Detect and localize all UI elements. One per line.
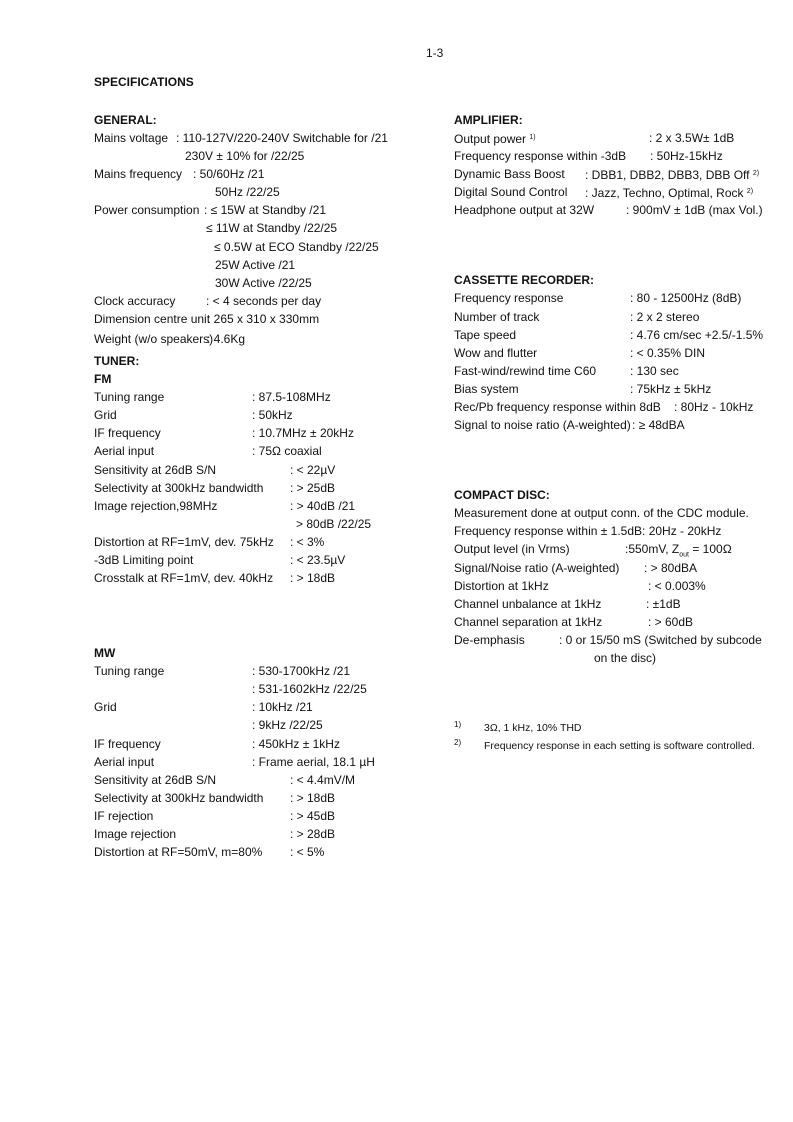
spec-label: Bias system <box>454 381 519 396</box>
spec-row <box>94 716 444 734</box>
footnote-mark: 2) <box>454 738 462 747</box>
spec-row <box>94 201 444 219</box>
spec-label: Grid <box>94 700 117 715</box>
spec-value: : 20Hz - 20kHz <box>642 524 722 539</box>
spec-label: -3dB Limiting point <box>94 552 194 567</box>
spec-label: Dimension centre unit <box>94 311 211 326</box>
spec-row <box>94 147 444 165</box>
spec-label: Grid <box>94 408 117 423</box>
spec-value: : < 0.35% DIN <box>630 345 706 360</box>
spec-value: : 10.7MHz ± 20kHz <box>252 426 354 441</box>
footnote-mark: 1) <box>454 720 462 729</box>
spec-row <box>94 551 444 569</box>
spec-value: ≤ 11W at Standby /22/25 <box>206 221 338 236</box>
amplifier-heading: AMPLIFIER: <box>454 113 523 127</box>
mw-heading: MW <box>94 646 116 661</box>
spec-row <box>94 771 444 789</box>
spec-value: : < 5% <box>290 845 325 860</box>
spec-value: : 130 sec <box>630 363 679 378</box>
spec-value: : < 4 seconds per day <box>206 293 322 308</box>
spec-value: 230V ± 10% for /22/25 <box>185 149 305 164</box>
compact-disc-spec-list <box>454 504 784 667</box>
spec-value: : 531-1602kHz /22/25 <box>252 682 367 697</box>
spec-value: : 265 x 310 x 330mm <box>207 311 320 326</box>
spec-label: Frequency response within -3dB <box>454 149 627 164</box>
spec-row <box>454 326 784 344</box>
fm-spec-list <box>94 388 444 587</box>
spec-label: Frequency response <box>454 291 564 306</box>
spec-row <box>454 595 784 613</box>
spec-value: : 530-1700kHz /21 <box>252 664 351 679</box>
spec-row <box>94 406 444 424</box>
spec-row <box>94 461 444 479</box>
spec-label: Distortion at 1kHz <box>454 578 549 593</box>
spec-row <box>454 577 784 595</box>
spec-row <box>94 238 444 256</box>
spec-label: Image rejection,98MHz <box>94 498 218 513</box>
spec-value: : > 28dB <box>290 827 336 841</box>
spec-row <box>454 147 784 165</box>
spec-row <box>94 274 444 292</box>
spec-row <box>94 515 444 533</box>
spec-value: : 50Hz-15kHz <box>650 149 723 164</box>
spec-row <box>94 424 444 442</box>
spec-value: : Frame aerial, 18.1 µH <box>252 754 375 769</box>
spec-label: Signal/Noise ratio (A-weighted) <box>454 560 620 575</box>
general-heading: GENERAL: <box>94 113 157 127</box>
footnote-ref: 1) <box>529 134 536 141</box>
fm-heading: FM <box>94 372 112 387</box>
spec-label: Channel unbalance at 1kHz <box>454 596 602 611</box>
spec-value: : 50/60Hz /21 <box>193 167 265 182</box>
spec-value: : 9kHz /22/25 <box>252 718 323 733</box>
spec-label: Number of track <box>454 309 540 324</box>
spec-label: Output power <box>454 132 527 146</box>
spec-value: ≤ 0.5W at ECO Standby /22/25 <box>214 239 379 254</box>
spec-value: : DBB1, DBB2, DBB3, DBB Off <box>585 168 750 183</box>
spec-row <box>94 569 444 587</box>
spec-value: : ≥ 48dBA <box>632 418 685 433</box>
spec-row <box>94 843 444 861</box>
spec-value: on the disc) <box>594 650 657 665</box>
spec-value: : 4.76 cm/sec +2.5/-1.5% <box>630 327 764 342</box>
spec-label: Tuning range <box>94 390 165 405</box>
spec-label: IF frequency <box>94 736 161 751</box>
spec-value: 30W Active /22/25 <box>215 275 312 290</box>
spec-row <box>454 289 784 307</box>
subscript: out <box>679 551 689 559</box>
spec-label: Aerial input <box>94 444 155 459</box>
spec-value: : 0 or 15/50 mS (Switched by subcode <box>559 632 762 647</box>
spec-row <box>94 388 444 406</box>
spec-row <box>94 533 444 551</box>
spec-label: Tuning range <box>94 664 165 679</box>
spec-value: : 50kHz <box>252 408 293 423</box>
spec-row <box>94 680 444 698</box>
spec-value: : 75kHz ± 5kHz <box>630 381 712 396</box>
spec-value: : 2 x 2 stereo <box>630 309 700 324</box>
spec-row <box>454 522 784 540</box>
spec-label: Clock accuracy <box>94 293 176 308</box>
spec-label: Mains voltage <box>94 131 169 145</box>
spec-value: 25W Active /21 <box>215 257 296 272</box>
spec-row <box>454 649 784 667</box>
spec-row <box>94 698 444 716</box>
spec-label: Aerial input <box>94 754 155 769</box>
spec-row <box>454 344 784 362</box>
spec-value: 50Hz /22/25 <box>215 185 280 200</box>
spec-label: Channel separation at 1kHz <box>454 614 603 629</box>
spec-row <box>454 416 784 434</box>
spec-label: De-emphasis <box>454 632 525 647</box>
cassette-spec-list <box>454 289 784 434</box>
spec-label: Rec/Pb frequency response within 8dB <box>454 400 661 415</box>
spec-label: Fast-wind/rewind time C60 <box>454 363 597 378</box>
spec-label: Signal to noise ratio (A-weighted) <box>454 418 631 433</box>
spec-row <box>94 442 444 460</box>
spec-value-tail: = 100Ω <box>689 542 732 557</box>
spec-row <box>94 825 444 843</box>
spec-row <box>94 662 444 680</box>
cassette-heading: CASSETTE RECORDER: <box>454 273 595 288</box>
spec-value: : < 4.4mV/M <box>290 772 356 787</box>
spec-label: Mains frequency <box>94 167 183 182</box>
footnote-ref: 2) <box>752 170 760 178</box>
mw-spec-list <box>94 662 444 861</box>
spec-value: : Jazz, Techno, Optimal, Rock <box>585 186 744 201</box>
spec-row <box>94 807 444 825</box>
spec-label: Image rejection <box>94 827 177 841</box>
spec-value: : 450kHz ± 1kHz <box>252 736 340 751</box>
spec-label: Power consumption <box>94 203 200 218</box>
spec-value: : > 60dB <box>648 614 694 629</box>
spec-value: : ≤ 15W at Standby /21 <box>204 203 326 218</box>
spec-row <box>94 310 444 328</box>
spec-row <box>454 308 784 326</box>
spec-label: Headphone output at 32W <box>454 203 595 218</box>
spec-row <box>94 330 444 348</box>
spec-value: : 900mV ± 1dB (max Vol.) <box>626 203 763 218</box>
spec-value: : 80Hz - 10kHz <box>674 400 754 415</box>
spec-label: Sensitivity at 26dB S/N <box>94 772 217 787</box>
spec-label: Distortion at RF=50mV, m=80% <box>94 845 263 860</box>
amplifier-spec-list <box>454 129 784 219</box>
spec-row <box>454 613 784 631</box>
spec-label: Crosstalk at RF=1mV, dev. 40kHz <box>94 571 274 586</box>
footnote-text: Frequency response in each setting is software controlled. <box>484 740 755 752</box>
spec-label: Output level (in Vrms) <box>454 542 570 557</box>
spec-label: Dynamic Bass Boost <box>454 167 565 182</box>
spec-label: Tape speed <box>454 327 517 342</box>
tuner-heading: TUNER: <box>94 354 140 369</box>
spec-value: : ±1dB <box>646 596 681 611</box>
spec-row <box>454 504 784 522</box>
footnote-ref: 2) <box>746 188 754 196</box>
spec-value: : > 45dB <box>290 808 336 823</box>
spec-value: :550mV, Z <box>625 542 680 557</box>
spec-value: : < 0.003% <box>648 578 706 593</box>
spec-row <box>94 789 444 807</box>
footnote-text: 3Ω, 1 kHz, 10% THD <box>484 722 582 734</box>
spec-label: Digital Sound Control <box>454 185 568 200</box>
spec-row <box>454 631 784 649</box>
spec-row <box>454 129 784 147</box>
spec-row <box>94 183 444 201</box>
spec-value: : < 23.5µV <box>290 552 346 567</box>
spec-label: IF rejection <box>94 808 154 823</box>
spec-value: : 87.5-108MHz <box>252 390 331 405</box>
spec-row <box>454 183 784 201</box>
spec-value: : > 18dB <box>290 571 336 586</box>
spec-label: Selectivity at 300kHz bandwidth <box>94 480 264 495</box>
spec-label: Weight (w/o speakers) <box>94 332 214 347</box>
spec-value: > 80dB /22/25 <box>296 516 372 531</box>
spec-row <box>454 201 784 219</box>
spec-row <box>94 497 444 515</box>
spec-row <box>94 219 444 237</box>
spec-label: Frequency response within ± 1.5dB <box>454 524 643 539</box>
page-title: SPECIFICATIONS <box>94 75 194 89</box>
left-column <box>94 111 444 861</box>
spec-row <box>454 380 784 398</box>
spec-row <box>94 753 444 771</box>
spec-row <box>94 129 444 147</box>
spec-value: : > 80dBA <box>644 560 698 575</box>
spec-row <box>94 256 444 274</box>
spec-note: Measurement done at output conn. of the CDC module. <box>454 506 749 521</box>
spec-value: : 4.6Kg <box>207 332 246 347</box>
spec-value: : < 3% <box>290 534 325 549</box>
spec-value: : > 40dB /21 <box>290 498 356 513</box>
spec-label: IF frequency <box>94 426 161 441</box>
spec-label: Selectivity at 300kHz bandwidth <box>94 790 264 805</box>
general-spec-list <box>94 129 444 348</box>
spec-row <box>454 362 784 380</box>
spec-value: : > 18dB <box>290 790 336 805</box>
compact-disc-heading: COMPACT DISC: <box>454 488 550 503</box>
spec-row <box>454 165 784 183</box>
spec-value: : < 22µV <box>290 462 336 477</box>
spec-row <box>94 165 444 183</box>
right-column <box>454 111 784 667</box>
spec-row <box>454 398 784 416</box>
page-number: 1-3 <box>426 46 444 60</box>
spec-value: : 110-127V/220-240V Switchable for /21 <box>176 131 388 145</box>
spec-value: : 2 x 3.5W± 1dB <box>649 131 735 145</box>
spec-row <box>94 735 444 753</box>
spec-label: Sensitivity at 26dB S/N <box>94 462 217 477</box>
spec-row <box>454 559 784 577</box>
spec-row <box>94 479 444 497</box>
spec-value: : 75Ω coaxial <box>252 444 322 459</box>
spec-label: Wow and flutter <box>454 345 538 360</box>
spec-value: : 10kHz /21 <box>252 700 313 715</box>
spec-row <box>94 292 444 310</box>
spec-label: Distortion at RF=1mV, dev. 75kHz <box>94 534 274 549</box>
spec-value: : 80 - 12500Hz (8dB) <box>630 291 742 306</box>
spec-value: : > 25dB <box>290 480 336 495</box>
spec-row <box>454 540 784 558</box>
